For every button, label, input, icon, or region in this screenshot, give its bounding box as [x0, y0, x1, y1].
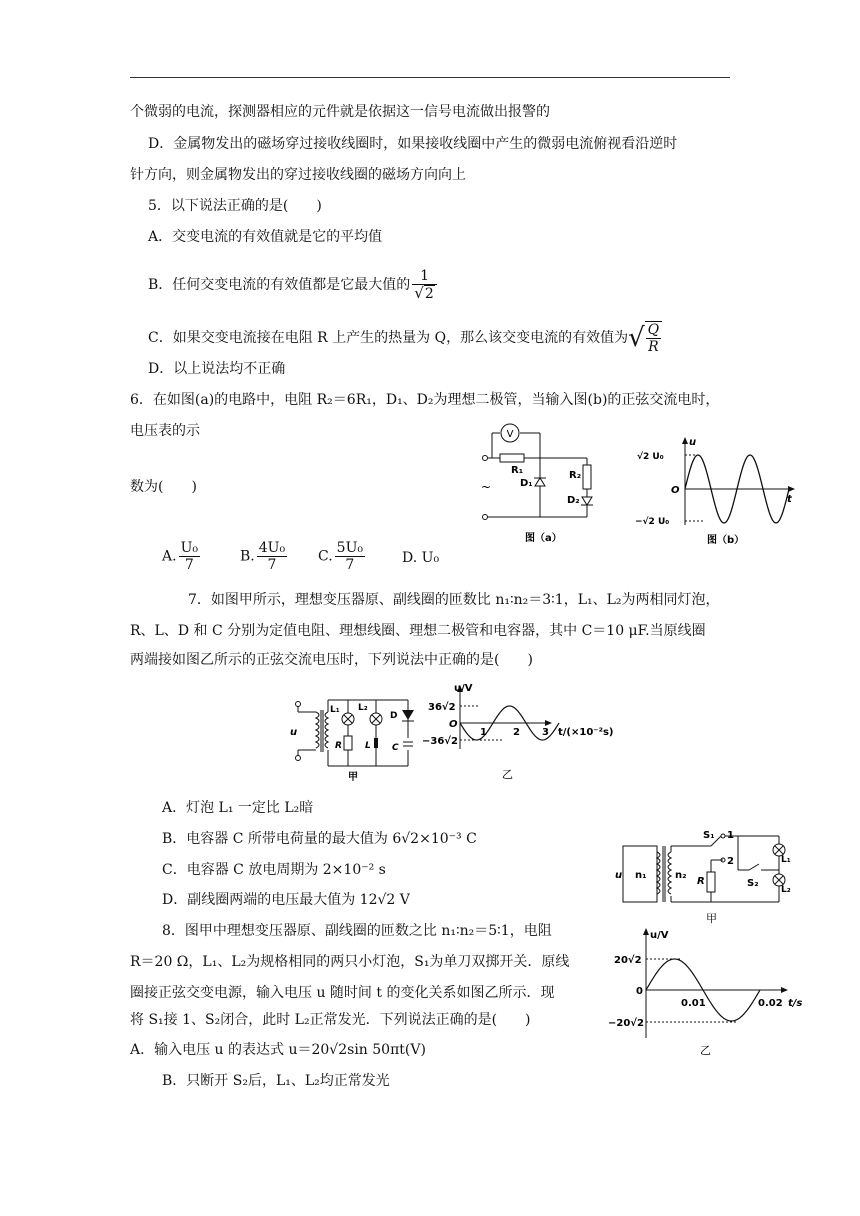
svg-text:D: D [390, 711, 398, 721]
frac-num: Q [647, 322, 660, 338]
svg-text:u: u [290, 727, 298, 738]
question-7: 7．如图甲所示，理想变压器原、副线圈的匝数比 n₁∶n₂＝3∶1，L₁、L₂为两相同灯泡， [188, 592, 720, 608]
svg-text:3: 3 [542, 727, 549, 738]
q7-option-b: B．电容器 C 所带电荷量的最大值为 6√2×10⁻³ C [162, 831, 477, 847]
figure-a-circuit [475, 425, 605, 545]
frac-den: √2 [414, 284, 434, 302]
svg-text:−36√2: −36√2 [422, 736, 458, 747]
svg-text:R: R [697, 876, 705, 887]
figure-b-sine [635, 435, 805, 547]
text-line: 个微弱的电流，探测器相应的元件就是依据这一信号电流做出报警的 [130, 104, 550, 120]
caption-b: 图（b） [707, 535, 745, 546]
svg-text:u/V: u/V [650, 930, 669, 941]
ac-source: ~ [481, 480, 492, 494]
sqrt-arg: 2 [424, 286, 434, 302]
text-line: 电压表的示 [130, 423, 200, 439]
svg-text:L₂: L₂ [358, 703, 368, 713]
svg-text:L₁: L₁ [781, 855, 791, 865]
figure-7-circuit [290, 692, 420, 782]
svg-text:√2 U₀: √2 U₀ [637, 452, 664, 462]
q7-option-c: C．电容器 C 放电周期为 2×10⁻² s [162, 862, 386, 878]
svg-text:S₁: S₁ [703, 830, 715, 841]
svg-text:0: 0 [636, 986, 643, 997]
question-5: 5．以下说法正确的是( ) [148, 198, 322, 214]
svg-text:t: t [787, 494, 792, 505]
svg-text:−20√2: −20√2 [608, 1018, 644, 1029]
q8-option-b: B．只断开 S₂后，L₁、L₂均正常发光 [162, 1073, 390, 1089]
label-r1: R₁ [511, 465, 524, 476]
question-8: 8．图甲中理想变压器原、副线圈的匝数之比 n₁∶n₂＝5∶1，电阻 [162, 923, 552, 939]
svg-text:甲: 甲 [348, 772, 358, 783]
svg-text:2: 2 [727, 856, 734, 867]
text-line: 数为( ) [130, 479, 197, 495]
option-a: A．交变电流的有效值就是它的平均值 [148, 229, 383, 245]
figure-8-graph [608, 926, 808, 1061]
voltmeter-label: V [506, 429, 514, 440]
option-b-text: B．任何交变电流的有效值都是它最大值的 [148, 277, 411, 293]
svg-text:n₂: n₂ [675, 870, 687, 881]
fraction [645, 321, 662, 355]
question-6: 6．在如图(a)的电路中，电阻 R₂＝6R₁，D₁、D₂为理想二极管，当输入图(b)的正弦交流电时， [130, 392, 720, 408]
label-d2: D₂ [567, 495, 580, 506]
text-line: 针方向，则金属物发出的穿过接收线圈的磁场方向向上 [130, 167, 466, 183]
svg-text:S₂: S₂ [747, 878, 759, 889]
svg-text:甲: 甲 [706, 912, 717, 925]
frac-den: R [648, 339, 659, 355]
svg-text:0.01: 0.01 [681, 998, 706, 1009]
svg-text:u: u [689, 437, 697, 448]
svg-text:t/(×10⁻²s): t/(×10⁻²s) [558, 727, 614, 738]
svg-text:1: 1 [480, 727, 487, 738]
text-line: R＝20 Ω，L₁、L₂为规格相同的两只小灯泡，S₁为单刀双掷开关．原线 [130, 954, 570, 970]
q6-option-a: A. $\frac{\text{U₀}}{7}$ [162, 540, 198, 573]
svg-text:20√2: 20√2 [614, 955, 642, 966]
q6-option-d: D. U₀ [402, 550, 440, 566]
option-b [148, 268, 439, 302]
svg-text:t/s: t/s [788, 998, 803, 1009]
q8-option-a: A．输入电压 u 的表达式 u＝20√2sin 50πt(V) [130, 1042, 426, 1058]
q6-option-c: C. $\frac{\text{5U₀}}{7}$ [318, 540, 363, 573]
svg-text:L₁: L₁ [330, 705, 340, 715]
svg-text:−√2 U₀: −√2 U₀ [635, 517, 670, 527]
header-rule [130, 77, 730, 78]
svg-text:0.02: 0.02 [758, 998, 783, 1009]
svg-text:u/V: u/V [454, 683, 473, 694]
svg-text:O: O [449, 719, 458, 730]
option-d: D．以上说法均不正确 [148, 361, 286, 377]
q7-option-a: A．灯泡 L₁ 一定比 L₂暗 [162, 800, 314, 816]
svg-text:L: L [365, 741, 371, 751]
figure-8-circuit [613, 826, 793, 926]
q6-option-b: B. $\frac{\text{4U₀}}{7}$ [240, 540, 286, 573]
svg-text:36√2: 36√2 [428, 702, 456, 713]
label-r2: R₂ [569, 470, 582, 481]
svg-text:n₁: n₁ [635, 870, 647, 881]
svg-text:L₂: L₂ [781, 885, 791, 895]
option-c: C．如果交变电流接在电阻 R 上产生的热量为 Q，那么该交变电流的有效值为√ $\frac{Q}{R}$ [148, 321, 664, 355]
label-d1: D₁ [520, 478, 533, 489]
text-line: R、L、D 和 C 分别为定值电阻、理想线圈、理想二极管和电容器，其中 C＝10 μF.当原线圈 [130, 623, 706, 639]
svg-text:乙: 乙 [502, 768, 513, 781]
text-line: 将 S₁接 1、S₂闭合，此时 L₂正常发光．下列说法正确的是( ) [130, 1012, 531, 1028]
q7-option-d: D．副线圈两端的电压最大值为 12√2 V [162, 892, 410, 908]
frac-num: 1 [412, 268, 436, 285]
svg-text:u: u [615, 870, 623, 881]
svg-text:2: 2 [513, 727, 520, 738]
option-c-text: C．如果交变电流接在电阻 R 上产生的热量为 Q，那么该交变电流的有效值为 [148, 330, 629, 346]
svg-text:R: R [335, 741, 342, 751]
svg-text:乙: 乙 [700, 1044, 711, 1057]
text-line: 圈接正弦交变电源，输入电压 u 随时间 t 的变化关系如图乙所示．现 [130, 985, 555, 1001]
svg-text:O: O [671, 485, 680, 496]
svg-text:1: 1 [727, 830, 734, 841]
figure-7-graph [420, 683, 614, 788]
svg-text:C: C [392, 743, 399, 753]
text-line: 两端接如图乙所示的正弦交流电压时，下列说法中正确的是( ) [130, 652, 533, 668]
fraction [412, 268, 436, 302]
text-line: D．金属物发出的磁场穿过接收线圈时，如果接收线圈中产生的微弱电流俯视看沿逆时 [148, 136, 678, 152]
caption-a: 图（a） [525, 533, 562, 544]
